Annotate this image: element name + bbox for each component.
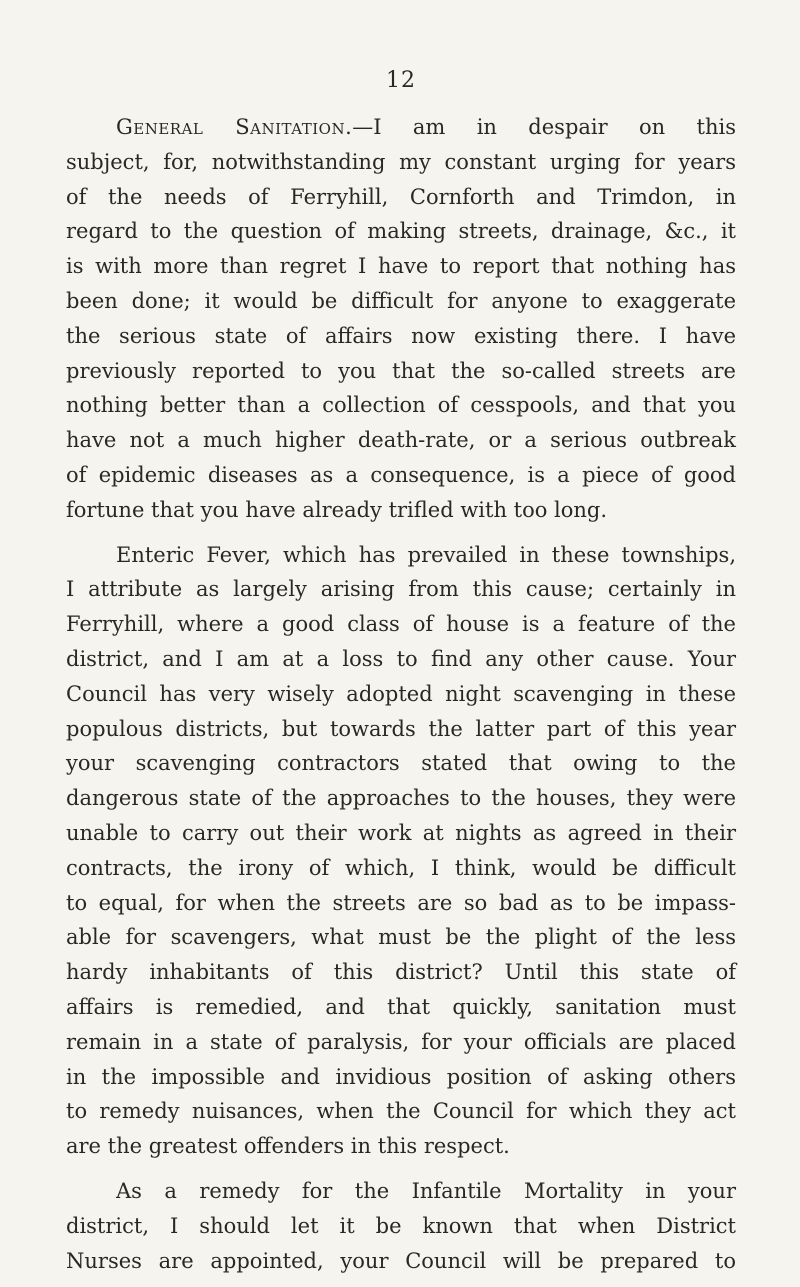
paragraph-enteric-fever [66,538,736,1164]
text-line: subject, for, notwithstanding my constant urging for years [66,149,736,174]
text-line: to remedy nuisances, when the Council for which they act [66,1099,736,1124]
text-line: district, and I am at a loss to find any other cause. Your [66,646,736,671]
text-line: able for scavengers, what must be the plight of the less [66,925,736,950]
text-line: to equal, for when the streets are so bad as to be impass- [66,890,736,915]
body-text [66,110,736,1278]
text-line: I attribute as largely arising from this cause; certainly in [66,577,736,602]
text-line: dangerous state of the approaches to the houses, they were [66,786,736,811]
text-line: contracts, the irony of which, I think, would be difficult [66,855,736,880]
text-line [66,110,736,145]
text-line: in the impossible and invidious position of asking others [66,1064,736,1089]
text-line: your scavenging contractors stated that owing to the [66,751,736,776]
section-heading: General Sanitation. [116,115,353,139]
text-line: populous districts, but towards the latter part of this year [66,716,736,741]
text-line: fortune that you have already trifled with too long. [66,497,608,522]
text-line: the serious state of affairs now existing there. I have [66,323,736,348]
text-line: hardy inhabitants of this district? Until this state of [66,960,736,985]
text-line: are the greatest offenders in this respect. [66,1134,510,1159]
paragraph-general-sanitation [66,110,736,528]
text-line-content: —I am in despair on this [352,115,736,139]
text-line: been done; it would be difficult for anyone to exaggerate [66,288,736,313]
text-line: have not a much higher death-rate, or a serious outbreak [66,428,736,453]
text-line: affairs is remedied, and that quickly, sanitation must [66,994,736,1019]
text-line: previously reported to you that the so-called streets are [66,358,736,383]
text-line: Council has very wisely adopted night scavenging in these [66,681,736,706]
text-line: unable to carry out their work at nights as agreed in their [66,820,736,845]
text-line: nothing better than a collection of cesspools, and that you [66,393,736,418]
text-line: Nurses are appointed, your Council will be prepared to [66,1248,736,1273]
text-line: is with more than regret I have to report that nothing has [66,254,736,279]
page-number: 12 [386,68,416,93]
text-line: As a remedy for the Infantile Mortality in your [116,1178,736,1203]
text-line: remain in a state of paralysis, for your officials are placed [66,1029,736,1054]
text-line: Enteric Fever, which has prevailed in these townships, [116,542,736,567]
paragraph-infantile-mortality [66,1174,736,1278]
text-line: of the needs of Ferryhill, Cornforth and Trimdon, in [66,184,736,209]
text-line: regard to the question of making streets, drainage, &c., it [66,219,736,244]
text-line: of epidemic diseases as a consequence, is a piece of good [66,462,736,487]
text-line: Ferryhill, where a good class of house is a feature of the [66,612,736,637]
text-line: district, I should let it be known that when District [66,1213,736,1238]
